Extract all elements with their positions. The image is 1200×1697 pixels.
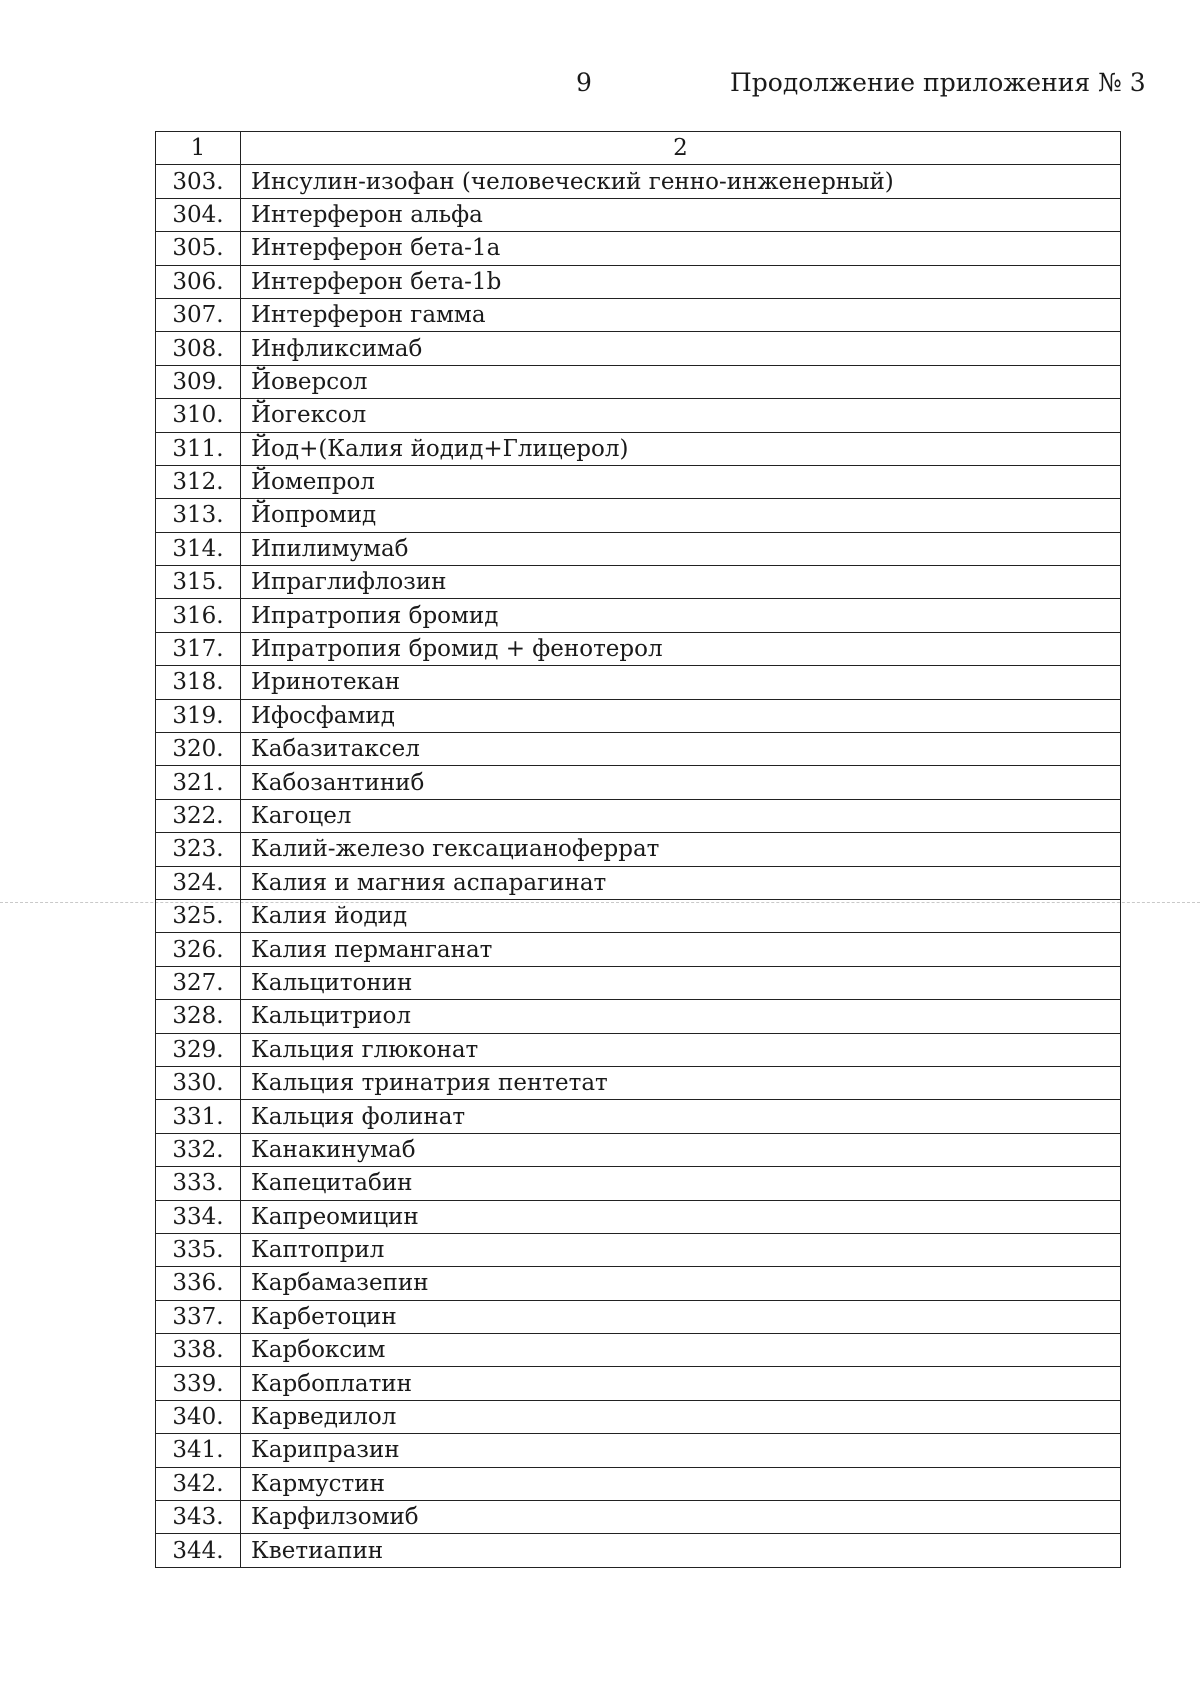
row-number: 342.	[156, 1467, 241, 1500]
drug-name: Кальцитриол	[241, 1000, 1121, 1033]
drug-name: Интерферон бета-1a	[241, 232, 1121, 265]
column-header-name: 2	[241, 132, 1121, 165]
row-number: 338.	[156, 1334, 241, 1367]
table-row	[156, 733, 1121, 766]
row-number: 333.	[156, 1167, 241, 1200]
row-number: 314.	[156, 532, 241, 565]
table-row	[156, 766, 1121, 799]
table-row	[156, 1233, 1121, 1266]
drug-name: Интерферон альфа	[241, 198, 1121, 231]
row-number: 313.	[156, 499, 241, 532]
column-header-number: 1	[156, 132, 241, 165]
drug-name: Ипратропия бромид + фенотерол	[241, 632, 1121, 665]
table-row	[156, 265, 1121, 298]
drug-name: Канакинумаб	[241, 1133, 1121, 1166]
row-number: 332.	[156, 1133, 241, 1166]
table-row	[156, 933, 1121, 966]
row-number: 303.	[156, 165, 241, 198]
table-row	[156, 1367, 1121, 1400]
drug-name: Кармустин	[241, 1467, 1121, 1500]
drug-name: Калия и магния аспарагинат	[241, 866, 1121, 899]
table-row	[156, 1300, 1121, 1333]
drug-name: Карипразин	[241, 1434, 1121, 1467]
table-row	[156, 165, 1121, 198]
drug-name: Кабазитаксел	[241, 733, 1121, 766]
drug-name: Ипраглифлозин	[241, 566, 1121, 599]
row-number: 326.	[156, 933, 241, 966]
continuation-note: Продолжение приложения № 3	[730, 68, 1146, 97]
table-row	[156, 532, 1121, 565]
table-row	[156, 1334, 1121, 1367]
table-row	[156, 566, 1121, 599]
drug-name: Йогексол	[241, 399, 1121, 432]
table-row	[156, 1100, 1121, 1133]
drug-name: Карбамазепин	[241, 1267, 1121, 1300]
row-number: 327.	[156, 966, 241, 999]
drug-name: Кальцитонин	[241, 966, 1121, 999]
table-body	[156, 165, 1121, 1567]
drug-name: Карбетоцин	[241, 1300, 1121, 1333]
drug-name: Карфилзомиб	[241, 1501, 1121, 1534]
row-number: 329.	[156, 1033, 241, 1066]
drug-name: Калий-железо гексацианоферрат	[241, 833, 1121, 866]
row-number: 331.	[156, 1100, 241, 1133]
drug-name: Ипилимумаб	[241, 532, 1121, 565]
row-number: 341.	[156, 1434, 241, 1467]
drug-name: Кабозантиниб	[241, 766, 1121, 799]
table-row	[156, 465, 1121, 498]
row-number: 340.	[156, 1400, 241, 1433]
row-number: 310.	[156, 399, 241, 432]
drug-name: Интерферон гамма	[241, 298, 1121, 331]
table-row	[156, 232, 1121, 265]
table-row	[156, 1033, 1121, 1066]
drug-name: Кальция тринатрия пентетат	[241, 1066, 1121, 1099]
table-row	[156, 666, 1121, 699]
table-row	[156, 399, 1121, 432]
table-row	[156, 833, 1121, 866]
table-row	[156, 1066, 1121, 1099]
table-row	[156, 1400, 1121, 1433]
drug-name: Интерферон бета-1b	[241, 265, 1121, 298]
row-number: 311.	[156, 432, 241, 465]
drug-name: Каптоприл	[241, 1233, 1121, 1266]
table-row	[156, 1000, 1121, 1033]
table-row	[156, 432, 1121, 465]
drug-name: Йод+(Калия йодид+Глицерол)	[241, 432, 1121, 465]
row-number: 308.	[156, 332, 241, 365]
table-row	[156, 799, 1121, 832]
table-header-row	[156, 132, 1121, 165]
row-number: 334.	[156, 1200, 241, 1233]
drug-name: Капреомицин	[241, 1200, 1121, 1233]
table-row	[156, 365, 1121, 398]
table-row	[156, 499, 1121, 532]
table-row	[156, 1467, 1121, 1500]
row-number: 312.	[156, 465, 241, 498]
drug-name: Кальция фолинат	[241, 1100, 1121, 1133]
table-row	[156, 866, 1121, 899]
drug-name: Кветиапин	[241, 1534, 1121, 1567]
drug-name: Кагоцел	[241, 799, 1121, 832]
row-number: 322.	[156, 799, 241, 832]
table-row	[156, 966, 1121, 999]
row-number: 330.	[156, 1066, 241, 1099]
table-row	[156, 599, 1121, 632]
drug-name: Йоверсол	[241, 365, 1121, 398]
row-number: 309.	[156, 365, 241, 398]
row-number: 319.	[156, 699, 241, 732]
row-number: 335.	[156, 1233, 241, 1266]
row-number: 325.	[156, 899, 241, 932]
table-row	[156, 1133, 1121, 1166]
drug-name: Ифосфамид	[241, 699, 1121, 732]
row-number: 320.	[156, 733, 241, 766]
row-number: 315.	[156, 566, 241, 599]
row-number: 337.	[156, 1300, 241, 1333]
row-number: 324.	[156, 866, 241, 899]
table-row	[156, 1167, 1121, 1200]
table-row	[156, 1501, 1121, 1534]
row-number: 316.	[156, 599, 241, 632]
drug-name: Кальция глюконат	[241, 1033, 1121, 1066]
table-row	[156, 1534, 1121, 1567]
row-number: 307.	[156, 298, 241, 331]
row-number: 317.	[156, 632, 241, 665]
table-row	[156, 699, 1121, 732]
table-row	[156, 632, 1121, 665]
table-row	[156, 298, 1121, 331]
row-number: 336.	[156, 1267, 241, 1300]
table-row	[156, 899, 1121, 932]
table-row	[156, 1434, 1121, 1467]
table-row	[156, 1267, 1121, 1300]
drug-list-table-container	[155, 131, 1121, 1568]
row-number: 344.	[156, 1534, 241, 1567]
drug-name: Капецитабин	[241, 1167, 1121, 1200]
drug-name: Инсулин-изофан (человеческий генно-инженерный)	[241, 165, 1121, 198]
row-number: 321.	[156, 766, 241, 799]
row-number: 343.	[156, 1501, 241, 1534]
drug-name: Карбоплатин	[241, 1367, 1121, 1400]
table-row	[156, 198, 1121, 231]
drug-name: Йомепрол	[241, 465, 1121, 498]
row-number: 318.	[156, 666, 241, 699]
drug-name: Карведилол	[241, 1400, 1121, 1433]
row-number: 328.	[156, 1000, 241, 1033]
row-number: 305.	[156, 232, 241, 265]
drug-name: Йопромид	[241, 499, 1121, 532]
drug-name: Иринотекан	[241, 666, 1121, 699]
drug-name: Инфликсимаб	[241, 332, 1121, 365]
row-number: 339.	[156, 1367, 241, 1400]
table-row	[156, 332, 1121, 365]
row-number: 306.	[156, 265, 241, 298]
drug-name: Ипратропия бромид	[241, 599, 1121, 632]
row-number: 323.	[156, 833, 241, 866]
table-row	[156, 1200, 1121, 1233]
page-number: 9	[576, 68, 592, 97]
drug-name: Калия перманганат	[241, 933, 1121, 966]
drug-name: Калия йодид	[241, 899, 1121, 932]
drug-list-table	[155, 131, 1121, 1568]
row-number: 304.	[156, 198, 241, 231]
drug-name: Карбоксим	[241, 1334, 1121, 1367]
